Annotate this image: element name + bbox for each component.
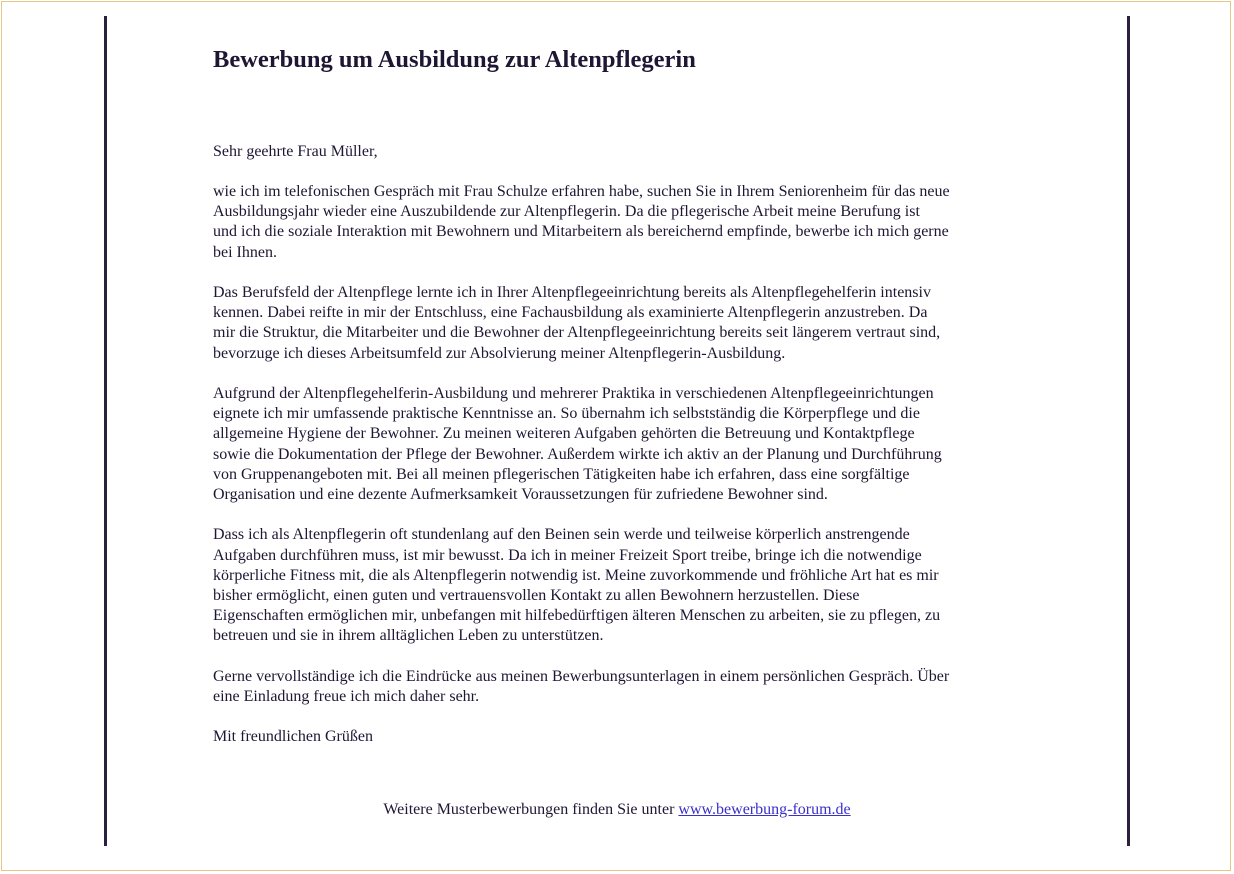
letter-title: Bewerbung um Ausbildung zur Altenpflegerin	[213, 46, 696, 73]
paragraph-line: kennen. Dabei reifte in mir der Entschluss, eine Fachausbildung als examinierte Altenpflegerin anzustreben. Da	[213, 304, 928, 322]
paragraph-line: bevorzuge ich dieses Arbeitsumfeld zur Absolvierung meiner Altenpflegerin-Ausbildung.	[213, 344, 786, 362]
paragraph-line: bisher ermöglicht, einen guten und vertrauensvollen Kontakt zu allen Bewohnern herzustellen. Diese	[213, 587, 860, 605]
paragraph-line: bei Ihnen.	[213, 243, 277, 261]
paragraph-line: Dass ich als Altenpflegerin oft stundenlang auf den Beinen sein werde und teilweise körperlich anstrengende	[213, 526, 910, 544]
right-margin-rule	[1127, 16, 1130, 846]
paragraph-line: körperliche Fitness mit, die als Altenpflegerin notwendig ist. Meine zuvorkommende und fröhliche Art hat es mir	[213, 566, 939, 584]
paragraph-line: eignete ich mir umfassende praktische Kenntnisse an. So übernahm ich selbstständig die Körperpflege und die	[213, 405, 920, 423]
paragraph-line: allgemeine Hygiene der Bewohner. Zu meinen weiteren Aufgaben gehörten die Betreuung und Kontaktpflege	[213, 425, 915, 443]
footer-text: Weitere Musterbewerbungen finden Sie unter	[383, 801, 679, 818]
paragraph-line: Aufgrund der Altenpflegehelferin-Ausbildung und mehrerer Praktika in verschiedenen Altenpflegeeinrichtungen	[213, 385, 934, 402]
paragraph-line: Ausbildungsjahr wieder eine Auszubildende zur Altenpflegerin. Da die pflegerische Arbeit meine Berufung ist	[213, 203, 920, 221]
letter-content	[213, 44, 1033, 746]
paragraph-4	[213, 525, 1033, 646]
paragraph-line: Aufgaben durchführen muss, ist mir bewusst. Da ich in meiner Freizeit Sport treibe, bringe ich die notwendige	[213, 546, 922, 564]
paragraph-line: mir die Struktur, die Mitarbeiter und die Bewohner der Altenpflegeeinrichtung bereits seit längerem vertraut sind,	[213, 324, 941, 342]
paragraph-line: Gerne vervollständige ich die Eindrücke aus meinen Bewerbungsunterlagen in einem persönlichen Gespräch. Über	[213, 667, 950, 685]
paragraph-line: und ich die soziale Interaktion mit Bewohnern und Mitarbeitern als bereichernd empfinde, bewerbe ich mich gerne	[213, 223, 949, 241]
paragraph-line: betreuen und sie in ihrem alltäglichen Leben zu unterstützen.	[213, 627, 604, 645]
paragraph-5	[213, 667, 1033, 707]
left-margin-rule	[104, 16, 107, 846]
paragraph-line: Organisation und eine dezente Aufmerksamkeit Voraussetzungen für zufriedene Bewohner sind.	[213, 486, 828, 504]
paragraph-line: Eigenschaften ermöglichen mir, unbefangen mit hilfebedürftigen älteren Menschen zu arbeiten, sie zu pflegen, zu	[213, 607, 941, 625]
letter-body	[213, 182, 1033, 748]
paragraph-line: eine Einladung freue ich mich daher sehr.	[213, 688, 480, 706]
paragraph-2	[213, 283, 1033, 364]
paragraph-1	[213, 182, 1033, 263]
paragraph-3	[213, 384, 1033, 505]
closing: Mit freundlichen Grüßen	[213, 728, 373, 746]
paragraph-line: sowie die Dokumentation der Pflege der Bewohner. Außerdem wirkte ich aktiv an der Planung und Durchführung	[213, 445, 942, 463]
footer-link[interactable]: www.bewerbung-forum.de	[678, 801, 851, 818]
salutation: Sehr geehrte Frau Müller,	[213, 143, 378, 160]
paragraph-line: Das Berufsfeld der Altenpflege lernte ich in Ihrer Altenpflegeeinrichtung bereits als Altenpflegehelferin intensiv	[213, 284, 931, 301]
paragraph-line: wie ich im telefonischen Gespräch mit Frau Schulze erfahren habe, suchen Sie in Ihrem Seniorenheim für das neue	[213, 183, 950, 200]
footer	[0, 800, 1234, 820]
paragraph-line: von Gruppenangeboten mit. Bei all meinen pflegerischen Tätigkeiten habe ich erfahren, dass eine sorgfältige	[213, 465, 910, 483]
